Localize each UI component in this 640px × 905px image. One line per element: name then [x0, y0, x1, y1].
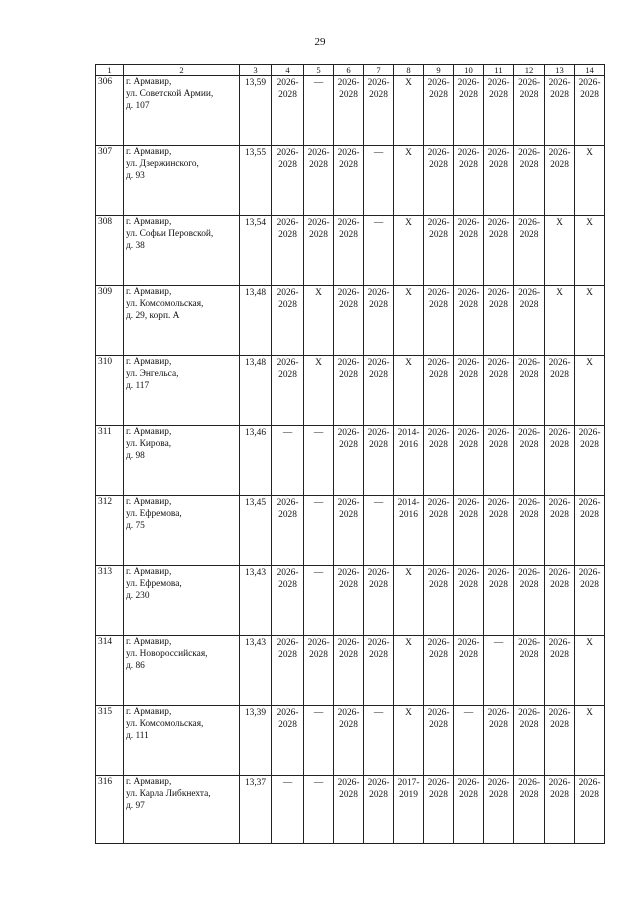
- header-cell: 4: [272, 65, 304, 76]
- value-cell: 2026- 2028: [484, 76, 514, 146]
- value-cell: 2026- 2028: [272, 356, 304, 426]
- address-cell: [124, 356, 240, 426]
- value-cell: —: [364, 706, 394, 776]
- address-line: ул. Софьи Перовской,: [126, 229, 214, 239]
- value-cell: X: [575, 356, 605, 426]
- value-cell: —: [304, 426, 334, 496]
- value-cell: 2026- 2028: [272, 706, 304, 776]
- address-cell: [124, 216, 240, 286]
- address-cell: [124, 76, 240, 146]
- table-header-row: [96, 65, 605, 76]
- value-cell: 13,59: [240, 76, 272, 146]
- header-cell: 2: [124, 65, 240, 76]
- address-line: д. 29, корп. А: [126, 311, 180, 321]
- address-line: д. 93: [126, 171, 145, 181]
- row-number-cell: 310: [96, 356, 124, 426]
- value-cell: 2026- 2028: [454, 286, 484, 356]
- value-cell: 13,48: [240, 356, 272, 426]
- value-cell: 2026- 2028: [514, 636, 545, 706]
- value-cell: 2026- 2028: [424, 216, 454, 286]
- value-cell: X: [545, 286, 575, 356]
- value-cell: X: [304, 356, 334, 426]
- value-cell: 2026- 2028: [575, 776, 605, 844]
- header-cell: 11: [484, 65, 514, 76]
- value-cell: 2026- 2028: [424, 146, 454, 216]
- row-number-cell: 306: [96, 76, 124, 146]
- value-cell: —: [304, 706, 334, 776]
- value-cell: —: [272, 776, 304, 844]
- value-cell: 2026- 2028: [484, 706, 514, 776]
- value-cell: 2026- 2028: [334, 496, 364, 566]
- address-line: д. 230: [126, 591, 150, 601]
- value-cell: 2026- 2028: [364, 356, 394, 426]
- address-line: г. Армавир,: [126, 637, 172, 647]
- value-cell: 2026- 2028: [514, 216, 545, 286]
- value-cell: —: [272, 426, 304, 496]
- value-cell: 2026- 2028: [484, 776, 514, 844]
- value-cell: 2026- 2028: [575, 566, 605, 636]
- table-row: [96, 636, 605, 706]
- value-cell: 13,39: [240, 706, 272, 776]
- value-cell: 2026- 2028: [364, 636, 394, 706]
- value-cell: 13,45: [240, 496, 272, 566]
- value-cell: 2026- 2028: [454, 566, 484, 636]
- value-cell: 2026- 2028: [484, 426, 514, 496]
- header-cell: 9: [424, 65, 454, 76]
- value-cell: 13,43: [240, 636, 272, 706]
- value-cell: X: [545, 216, 575, 286]
- value-cell: 2026- 2028: [272, 146, 304, 216]
- value-cell: —: [364, 496, 394, 566]
- row-number-cell: 312: [96, 496, 124, 566]
- header-cell: 3: [240, 65, 272, 76]
- value-cell: —: [484, 636, 514, 706]
- table-row: [96, 146, 605, 216]
- address-line: г. Армавир,: [126, 147, 172, 157]
- address-line: г. Армавир,: [126, 777, 172, 787]
- row-number-cell: 313: [96, 566, 124, 636]
- address-cell: [124, 776, 240, 844]
- address-line: ул. Ефремова,: [126, 509, 182, 519]
- value-cell: 2026- 2028: [364, 286, 394, 356]
- value-cell: 2026- 2028: [484, 216, 514, 286]
- value-cell: 2026- 2028: [334, 146, 364, 216]
- value-cell: 2026- 2028: [272, 566, 304, 636]
- value-cell: 2026- 2028: [334, 76, 364, 146]
- header-cell: 13: [545, 65, 575, 76]
- value-cell: 13,46: [240, 426, 272, 496]
- table-row: [96, 76, 605, 146]
- value-cell: 2026- 2028: [545, 426, 575, 496]
- table-row: [96, 496, 605, 566]
- value-cell: 2026- 2028: [304, 216, 334, 286]
- address-line: г. Армавир,: [126, 357, 172, 367]
- address-line: д. 75: [126, 521, 145, 531]
- value-cell: 2026- 2028: [424, 706, 454, 776]
- value-cell: 2026- 2028: [545, 356, 575, 426]
- value-cell: 2026- 2028: [454, 76, 484, 146]
- value-cell: 2026- 2028: [545, 146, 575, 216]
- row-number-cell: 308: [96, 216, 124, 286]
- header-cell: 8: [394, 65, 424, 76]
- value-cell: 2026- 2028: [334, 426, 364, 496]
- value-cell: 13,55: [240, 146, 272, 216]
- value-cell: X: [575, 216, 605, 286]
- value-cell: —: [454, 706, 484, 776]
- row-number-cell: 316: [96, 776, 124, 844]
- value-cell: X: [575, 146, 605, 216]
- value-cell: 2026- 2028: [484, 496, 514, 566]
- value-cell: X: [394, 356, 424, 426]
- value-cell: —: [304, 76, 334, 146]
- value-cell: 2026- 2028: [334, 286, 364, 356]
- row-number-cell: 309: [96, 286, 124, 356]
- value-cell: 13,43: [240, 566, 272, 636]
- value-cell: 2026- 2028: [334, 566, 364, 636]
- table-row: [96, 356, 605, 426]
- row-number-cell: 307: [96, 146, 124, 216]
- address-line: ул. Комсомольская,: [126, 719, 204, 729]
- value-cell: 2026- 2028: [424, 776, 454, 844]
- address-line: г. Армавир,: [126, 497, 172, 507]
- value-cell: 2026- 2028: [364, 566, 394, 636]
- value-cell: 2026- 2028: [454, 216, 484, 286]
- row-number-cell: 315: [96, 706, 124, 776]
- address-line: г. Армавир,: [126, 707, 172, 717]
- value-cell: 2026- 2028: [334, 636, 364, 706]
- value-cell: 2026- 2028: [334, 776, 364, 844]
- value-cell: X: [394, 146, 424, 216]
- address-line: д. 97: [126, 801, 145, 811]
- table-row: [96, 286, 605, 356]
- header-cell: 10: [454, 65, 484, 76]
- value-cell: 2026- 2028: [514, 76, 545, 146]
- address-line: д. 86: [126, 661, 145, 671]
- address-line: д. 107: [126, 101, 150, 111]
- table-row: [96, 426, 605, 496]
- value-cell: 2026- 2028: [272, 636, 304, 706]
- address-line: ул. Энгельса,: [126, 369, 179, 379]
- value-cell: 2026- 2028: [545, 76, 575, 146]
- value-cell: 2014- 2016: [394, 426, 424, 496]
- value-cell: 2026- 2028: [484, 286, 514, 356]
- value-cell: 2026- 2028: [454, 356, 484, 426]
- value-cell: 2026- 2028: [484, 146, 514, 216]
- value-cell: 13,48: [240, 286, 272, 356]
- address-line: г. Армавир,: [126, 287, 172, 297]
- value-cell: 2026- 2028: [304, 146, 334, 216]
- header-cell: 7: [364, 65, 394, 76]
- address-cell: [124, 706, 240, 776]
- value-cell: 2026- 2028: [424, 76, 454, 146]
- value-cell: 2026- 2028: [272, 496, 304, 566]
- row-number-cell: 314: [96, 636, 124, 706]
- address-line: г. Армавир,: [126, 77, 172, 87]
- header-cell: 5: [304, 65, 334, 76]
- address-line: г. Армавир,: [126, 217, 172, 227]
- value-cell: 2026- 2028: [454, 426, 484, 496]
- value-cell: 2026- 2028: [424, 426, 454, 496]
- value-cell: 2026- 2028: [364, 426, 394, 496]
- value-cell: 13,37: [240, 776, 272, 844]
- value-cell: 2026- 2028: [424, 356, 454, 426]
- value-cell: 2026- 2028: [545, 636, 575, 706]
- value-cell: 2026- 2028: [364, 76, 394, 146]
- value-cell: 2017- 2019: [394, 776, 424, 844]
- value-cell: —: [304, 496, 334, 566]
- address-line: ул. Советской Армии,: [126, 89, 214, 99]
- address-cell: [124, 146, 240, 216]
- address-line: ул. Комсомольская,: [126, 299, 204, 309]
- table-body: [96, 65, 605, 844]
- value-cell: 2026- 2028: [514, 146, 545, 216]
- row-number-cell: 311: [96, 426, 124, 496]
- table-row: [96, 706, 605, 776]
- address-cell: [124, 636, 240, 706]
- address-line: ул. Ефремова,: [126, 579, 182, 589]
- table-row: [96, 776, 605, 844]
- value-cell: 2026- 2028: [454, 496, 484, 566]
- value-cell: X: [575, 636, 605, 706]
- address-line: ул. Кирова,: [126, 439, 172, 449]
- value-cell: 2026- 2028: [272, 286, 304, 356]
- value-cell: 2026- 2028: [575, 496, 605, 566]
- value-cell: 2026- 2028: [575, 76, 605, 146]
- value-cell: 2014- 2016: [394, 496, 424, 566]
- value-cell: —: [304, 776, 334, 844]
- address-line: ул. Новороссийская,: [126, 649, 208, 659]
- value-cell: 2026- 2028: [334, 216, 364, 286]
- value-cell: 2026- 2028: [364, 776, 394, 844]
- repair-schedule-table: [95, 64, 605, 844]
- value-cell: X: [394, 76, 424, 146]
- value-cell: X: [575, 286, 605, 356]
- header-cell: 6: [334, 65, 364, 76]
- value-cell: 2026- 2028: [514, 426, 545, 496]
- value-cell: X: [394, 216, 424, 286]
- value-cell: 2026- 2028: [514, 356, 545, 426]
- address-line: ул. Карла Либкнехта,: [126, 789, 211, 799]
- address-line: д. 111: [126, 731, 149, 741]
- value-cell: 2026- 2028: [514, 286, 545, 356]
- value-cell: 2026- 2028: [484, 356, 514, 426]
- value-cell: —: [304, 566, 334, 636]
- page-number: 29: [314, 36, 326, 48]
- value-cell: 2026- 2028: [304, 636, 334, 706]
- table-row: [96, 216, 605, 286]
- value-cell: X: [394, 286, 424, 356]
- value-cell: 2026- 2028: [424, 496, 454, 566]
- value-cell: 2026- 2028: [454, 146, 484, 216]
- value-cell: 2026- 2028: [545, 776, 575, 844]
- table-row: [96, 566, 605, 636]
- address-line: д. 98: [126, 451, 145, 461]
- value-cell: 2026- 2028: [484, 566, 514, 636]
- value-cell: 2026- 2028: [545, 566, 575, 636]
- value-cell: —: [364, 216, 394, 286]
- value-cell: 2026- 2028: [514, 566, 545, 636]
- value-cell: X: [394, 636, 424, 706]
- address-line: ул. Дзержинского,: [126, 159, 199, 169]
- header-cell: 14: [575, 65, 605, 76]
- value-cell: 2026- 2028: [424, 286, 454, 356]
- value-cell: X: [575, 706, 605, 776]
- value-cell: 2026- 2028: [454, 776, 484, 844]
- address-cell: [124, 286, 240, 356]
- value-cell: 2026- 2028: [545, 706, 575, 776]
- value-cell: 2026- 2028: [424, 566, 454, 636]
- value-cell: 2026- 2028: [514, 496, 545, 566]
- value-cell: 2026- 2028: [272, 216, 304, 286]
- address-cell: [124, 426, 240, 496]
- value-cell: X: [394, 566, 424, 636]
- value-cell: 2026- 2028: [514, 706, 545, 776]
- header-cell: 1: [96, 65, 124, 76]
- address-cell: [124, 566, 240, 636]
- address-line: г. Армавир,: [126, 427, 172, 437]
- address-line: г. Армавир,: [126, 567, 172, 577]
- header-cell: 12: [514, 65, 545, 76]
- value-cell: X: [304, 286, 334, 356]
- value-cell: 2026- 2028: [334, 706, 364, 776]
- value-cell: 2026- 2028: [454, 636, 484, 706]
- value-cell: X: [394, 706, 424, 776]
- address-cell: [124, 496, 240, 566]
- value-cell: 13,54: [240, 216, 272, 286]
- value-cell: 2026- 2028: [272, 76, 304, 146]
- value-cell: 2026- 2028: [545, 496, 575, 566]
- value-cell: 2026- 2028: [575, 426, 605, 496]
- value-cell: 2026- 2028: [424, 636, 454, 706]
- value-cell: —: [364, 146, 394, 216]
- value-cell: 2026- 2028: [334, 356, 364, 426]
- address-line: д. 117: [126, 381, 150, 391]
- value-cell: 2026- 2028: [514, 776, 545, 844]
- address-line: д. 38: [126, 241, 145, 251]
